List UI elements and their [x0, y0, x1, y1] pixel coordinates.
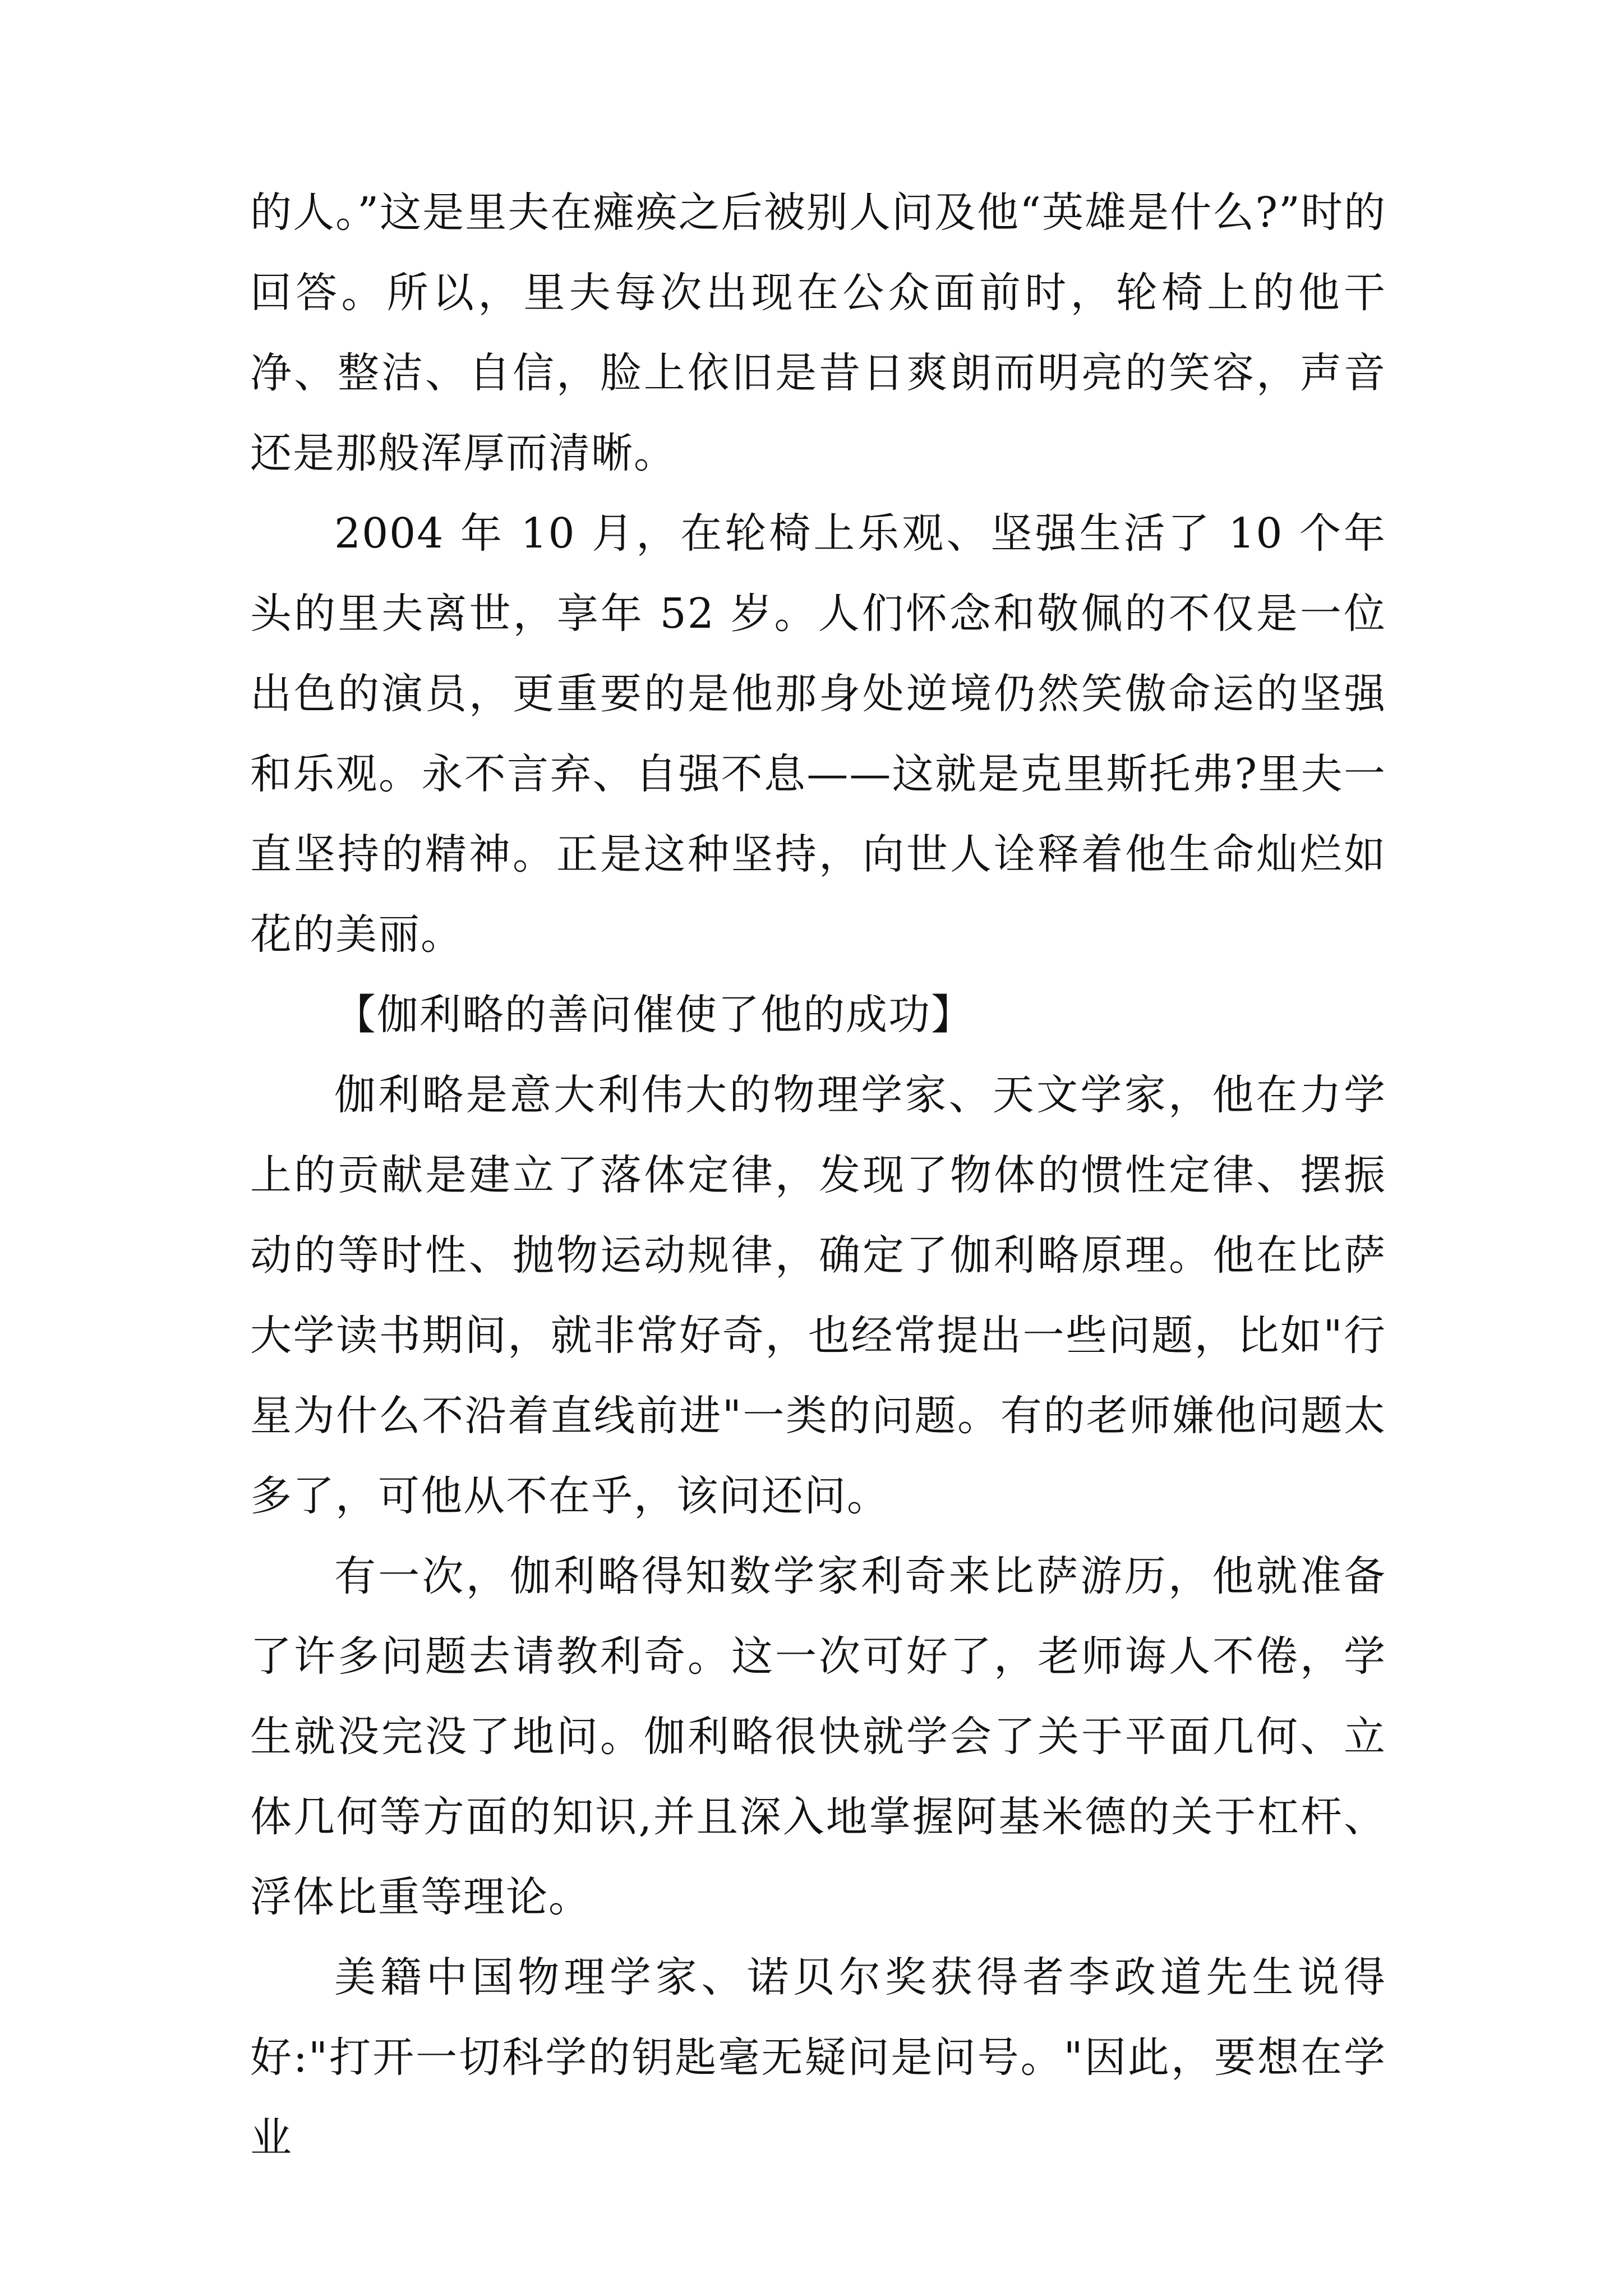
paragraph-galileo-intro: 伽利略是意大利伟大的物理学家、天文学家，他在力学上的贡献是建立了落体定律，发现了物体的惯性定律、摆振动的等时性、抛物运动规律，确定了伽利略原理。他在比萨大学读书期间，就非常好奇，也经常提出一些问题，比如"行星为什么不沿着直线前进"一类的问题。有的老师嫌他问题太多了，可他从不在乎，该问还问。 [250, 1071, 1386, 1520]
paragraph-reeve-answer: 的人。”这是里夫在瘫痪之后被别人问及他“英雄是什么?”时的回答。所以，里夫每次出现在公众面前时，轮椅上的他干净、整洁、自信，脸上依旧是昔日爽朗而明亮的笑容，声音还是那般浑厚而清晰。 [250, 188, 1386, 477]
paragraph-galileo-ricci: 有一次，伽利略得知数学家利奇来比萨游历，他就准备了许多问题去请教利奇。这一次可好了，老师诲人不倦，学生就没完没了地问。伽利略很快就学会了关于平面几何、立体几何等方面的知识,并且深入地掌握阿基米德的关于杠杆、浮体比重等理论。 [250, 1552, 1386, 1921]
section-heading-galileo: 【伽利略的善问催使了他的成功】 [334, 991, 974, 1039]
paragraph-reeve-death: 2004 年 10 月，在轮椅上乐观、坚强生活了 10 个年头的里夫离世，享年 52 岁。人们怀念和敬佩的不仅是一位出色的演员，更重要的是他那身处逆境仍然笑傲命运的坚强和乐观。永不言弃、自强不息——这就是克里斯托弗?里夫一直坚持的精神。正是这种坚持，向世人诠释着他生命灿烂如花的美丽。 [250, 509, 1386, 959]
paragraph-tsung-dao-lee-quote: 美籍中国物理学家、诺贝尔奖获得者李政道先生说得好:"打开一切科学的钥匙毫无疑问是问号。"因此，要想在学业 [250, 1953, 1386, 2162]
document-body [250, 173, 1386, 2178]
